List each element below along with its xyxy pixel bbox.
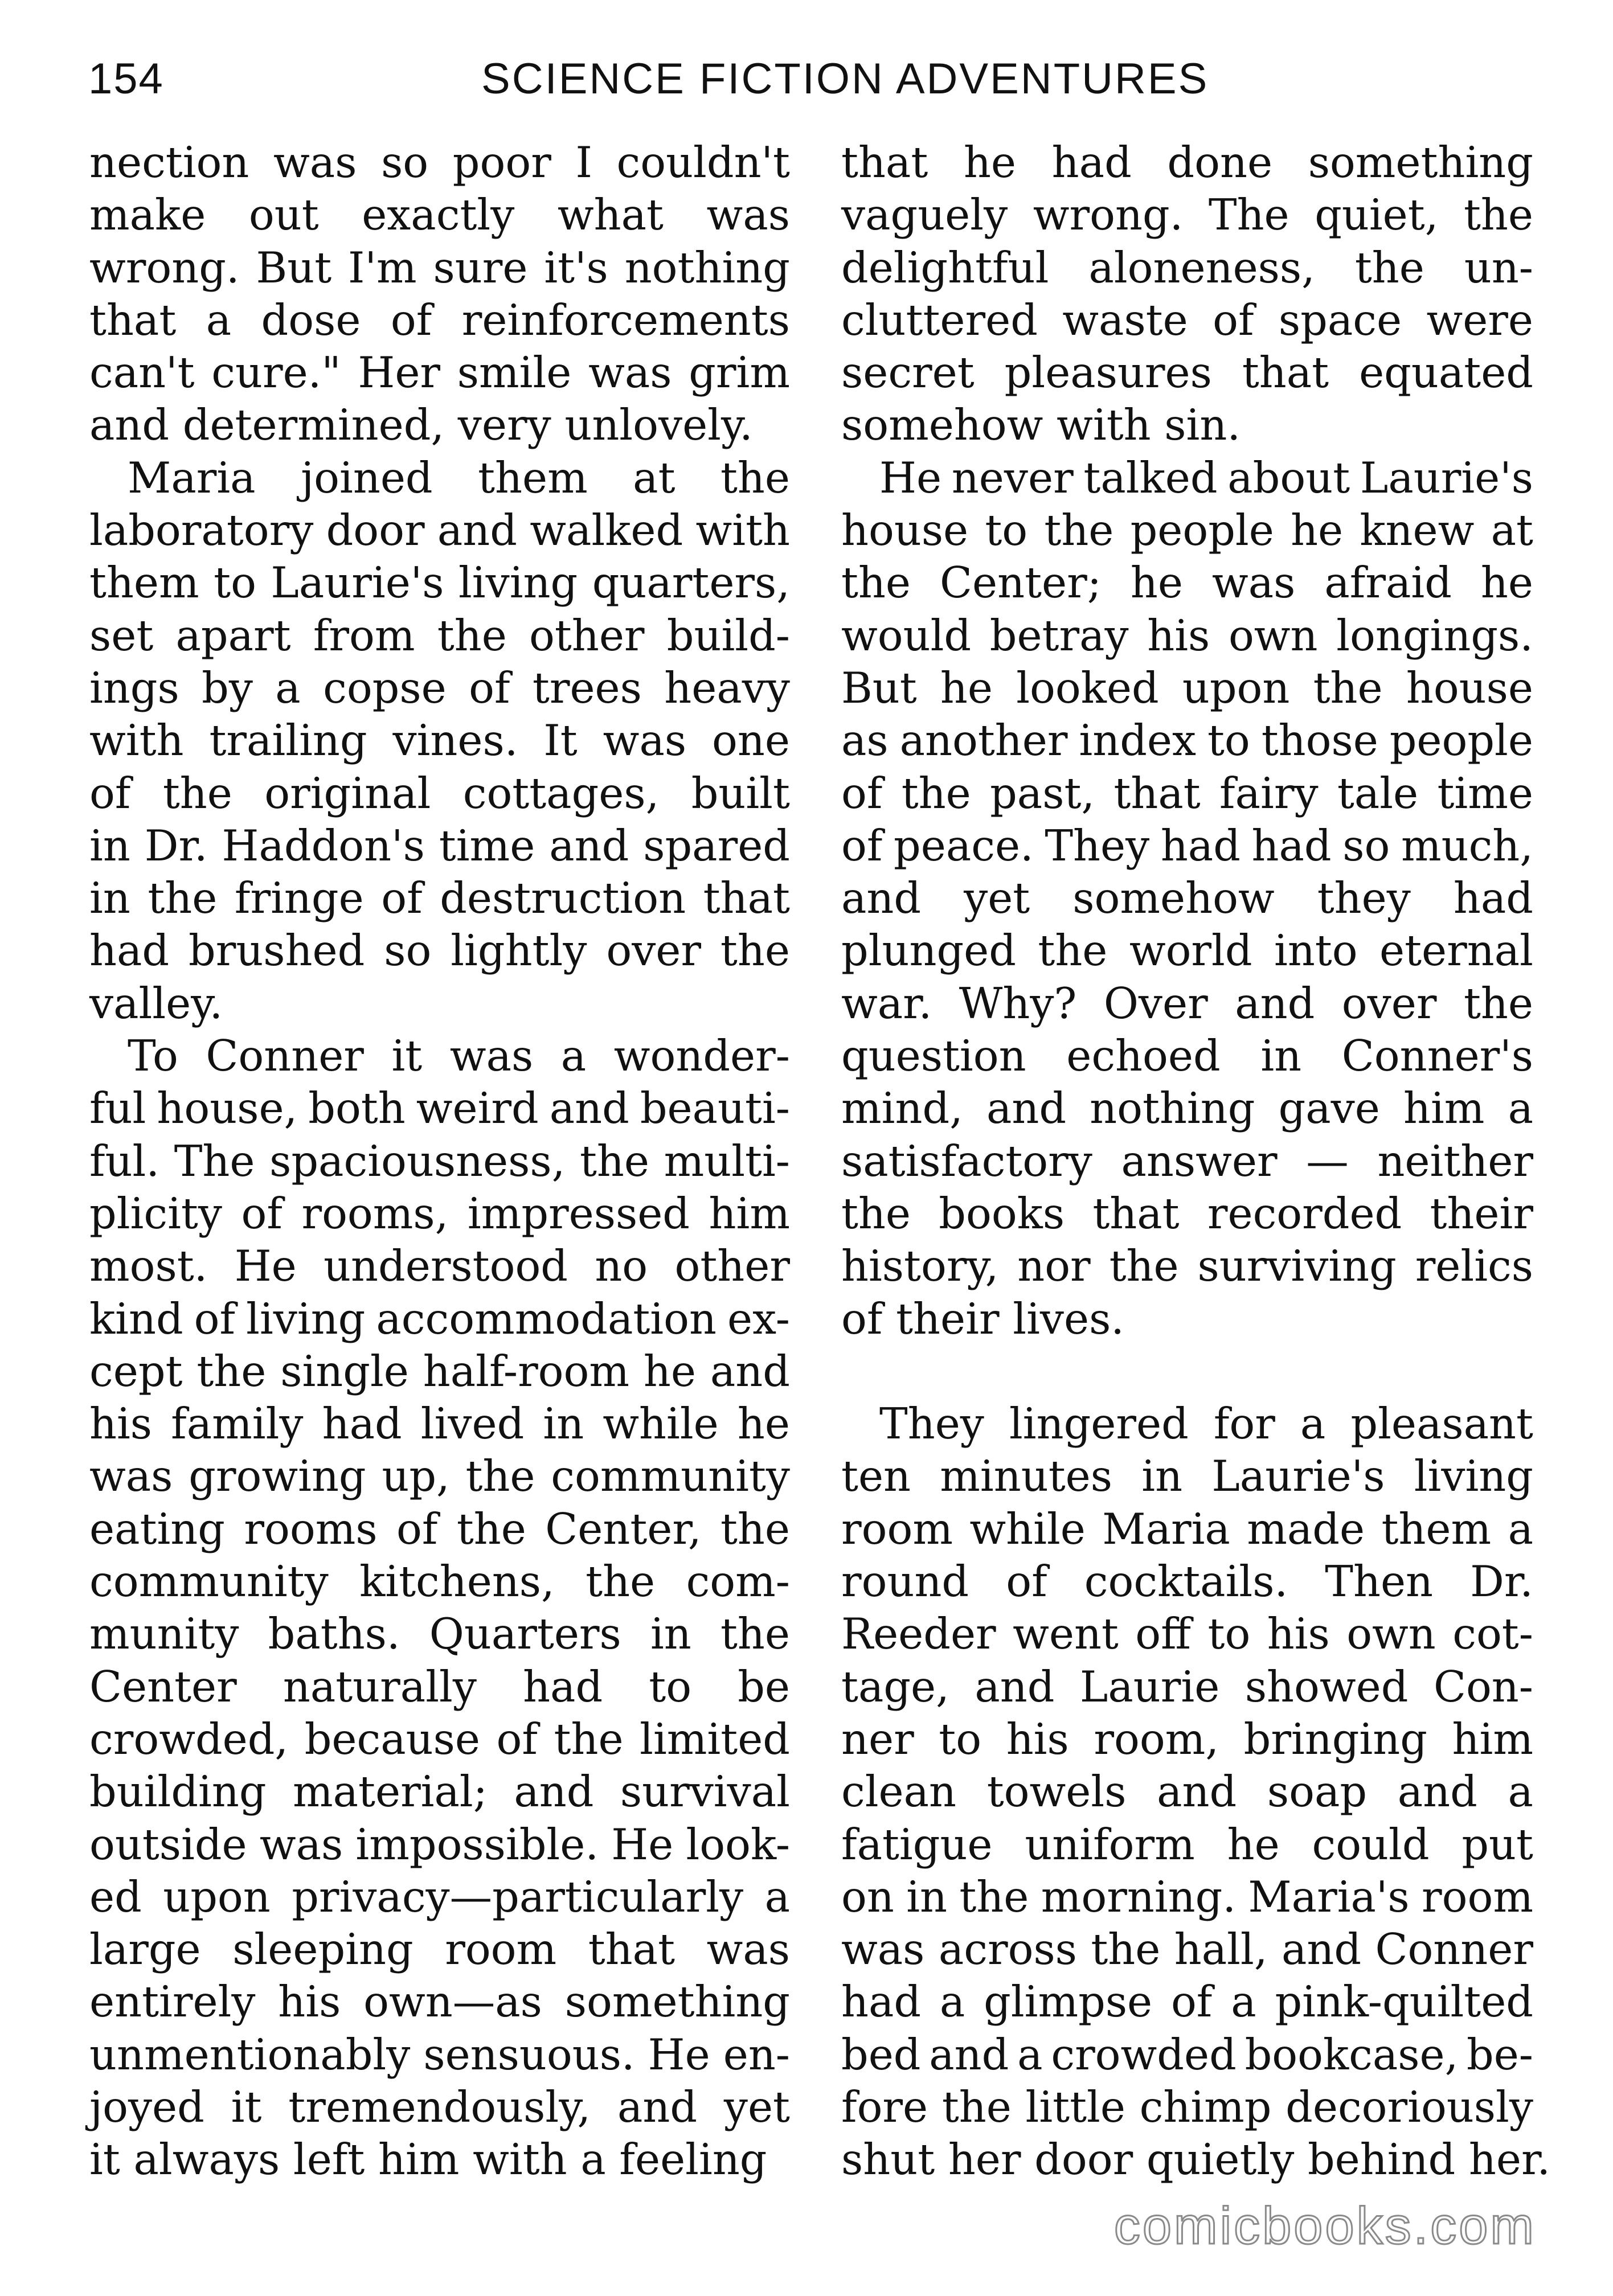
running-title: SCIENCE FICTION ADVENTURES (481, 55, 1209, 103)
text-line: ings by a copse of trees heavy (89, 663, 790, 713)
text-line: cept the single half-room he and (89, 1346, 790, 1396)
text-line: They lingered for a pleasant (879, 1399, 1533, 1449)
text-line: bed and a crowded bookcase, be- (841, 2030, 1533, 2080)
text-line: house to the people he knew at (841, 506, 1533, 556)
watermark-logo: comicbooks.com (1113, 2197, 1536, 2255)
text-line: room while Maria made them a (841, 1504, 1533, 1554)
text-line: as another index to those people (841, 716, 1533, 766)
text-line: nection was so poor I couldn't (89, 138, 790, 187)
text-line: and yet somehow they had (841, 874, 1533, 924)
text-line: crowded, because of the limited (89, 1714, 790, 1764)
text-line: joyed it tremendously, and yet (89, 2082, 790, 2132)
text-line: of their lives. (841, 1294, 1124, 1344)
text-line: fatigue uniform he could put (841, 1819, 1533, 1869)
text-line: clean towels and soap and a (841, 1767, 1533, 1817)
text-line: kind of living accommodation ex- (89, 1294, 790, 1344)
text-line: ful house, both weird and beauti- (89, 1084, 790, 1134)
text-line: that a dose of reinforcements (89, 295, 790, 345)
text-line: of the original cottages, built (89, 768, 790, 818)
page-header (88, 54, 1529, 117)
text-line: ner to his room, bringing him (841, 1714, 1533, 1764)
text-line: war. Why? Over and over the (841, 978, 1533, 1028)
right-text-column (841, 137, 1551, 2187)
text-line: Reeder went off to his own cot- (841, 1609, 1533, 1659)
text-line: eating rooms of the Center, the (89, 1504, 790, 1554)
text-line: question echoed in Conner's (841, 1031, 1533, 1081)
text-line: of peace. They had had so much, (841, 821, 1533, 871)
text-line: was growing up, the community (89, 1452, 790, 1502)
text-line: shut her door quietly behind her. (841, 2135, 1551, 2185)
text-line: vaguely wrong. The quiet, the (841, 190, 1533, 240)
text-line: plicity of rooms, impressed him (89, 1188, 790, 1239)
text-line: ten minutes in Laurie's living (841, 1452, 1533, 1502)
text-line: can't cure." Her smile was grim (89, 348, 790, 398)
text-line: Maria joined them at the (128, 453, 790, 503)
text-line: building material; and survival (89, 1767, 790, 1817)
text-line: munity baths. Quarters in the (89, 1609, 790, 1659)
text-line: outside was impossible. He look- (89, 1819, 790, 1869)
text-line: entirely his own—as something (89, 1977, 790, 2027)
text-line: set apart from the other build- (89, 610, 790, 661)
text-line: had a glimpse of a pink-quilted (841, 1977, 1533, 2027)
left-text-column (89, 137, 790, 2187)
page-number: 154 (88, 55, 164, 103)
text-line: had brushed so lightly over the (89, 926, 790, 976)
text-line: unmentionably sensuous. He en- (89, 2030, 790, 2080)
text-line: would betray his own longings. (841, 610, 1533, 661)
text-line: To Conner it was a wonder- (128, 1031, 790, 1081)
text-line: on in the morning. Maria's room (841, 1872, 1533, 1922)
text-line: history, nor the surviving relics (841, 1241, 1533, 1292)
text-line: most. He understood no other (89, 1241, 790, 1292)
text-line: was across the hall, and Conner (841, 1925, 1533, 1975)
text-line: and determined, very unlovely. (89, 400, 753, 450)
text-line: round of cocktails. Then Dr. (841, 1557, 1533, 1607)
text-line: Center naturally had to be (89, 1662, 790, 1712)
text-line: fore the little chimp decoriously (841, 2082, 1533, 2132)
text-line: it always left him with a feeling (89, 2135, 767, 2185)
text-line: of the past, that fairy tale time (841, 768, 1533, 818)
text-line: laboratory door and walked with (89, 506, 790, 556)
text-line: in the fringe of destruction that (89, 874, 790, 924)
text-line: his family had lived in while he (89, 1399, 790, 1449)
text-line: make out exactly what was (89, 190, 790, 240)
text-line: plunged the world into eternal (841, 926, 1533, 976)
text-line: secret pleasures that equated (841, 348, 1533, 398)
text-line: ed upon privacy—particularly a (89, 1872, 790, 1922)
text-line: large sleeping room that was (89, 1925, 790, 1975)
text-line: somehow with sin. (841, 400, 1241, 450)
text-line: them to Laurie's living quarters, (89, 558, 790, 608)
text-line: the Center; he was afraid he (841, 558, 1533, 608)
text-line (841, 1346, 1533, 1398)
text-line: mind, and nothing gave him a (841, 1084, 1533, 1134)
text-line: valley. (89, 978, 223, 1028)
text-line: in Dr. Haddon's time and spared (89, 821, 790, 871)
text-line: community kitchens, the com- (89, 1557, 790, 1607)
text-line: wrong. But I'm sure it's nothing (89, 243, 790, 293)
text-line: that he had done something (841, 138, 1533, 187)
text-line: He never talked about Laurie's (879, 453, 1533, 503)
text-line: ful. The spaciousness, the multi- (89, 1136, 790, 1186)
text-line: delightful aloneness, the un- (841, 243, 1533, 293)
text-line: the books that recorded their (841, 1188, 1533, 1239)
text-line: cluttered waste of space were (841, 295, 1533, 345)
text-line: with trailing vines. It was one (89, 716, 790, 766)
text-line: tage, and Laurie showed Con- (841, 1662, 1533, 1712)
text-line: But he looked upon the house (841, 663, 1533, 713)
text-line: satisfactory answer — neither (841, 1136, 1533, 1186)
